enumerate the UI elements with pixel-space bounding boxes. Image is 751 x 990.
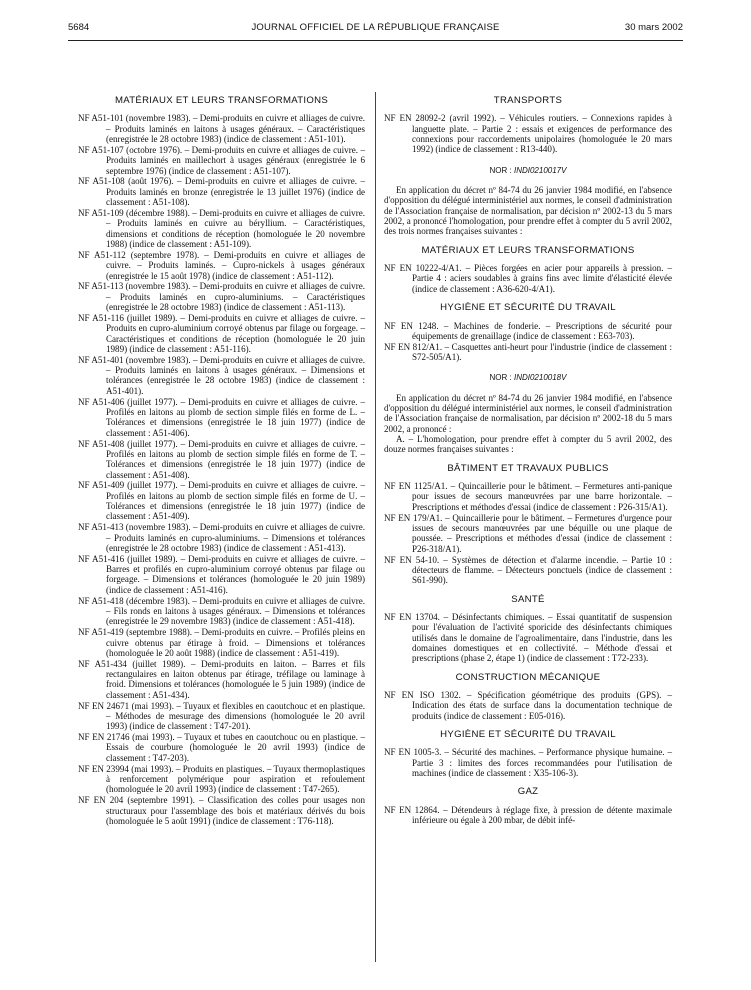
standard-entry: NF A51-401 (novembre 1983). – Demi-produits en cuivre et alliages de cuivre. – Produits laminés en laitons à usages généraux. – Dimensions et tolérances (enregistrée le 28 octobre 1983) (indice de classement : A51-401). [78, 354, 365, 396]
standard-entry: NF A51-419 (septembre 1988). – Demi-produits en cuivre. – Profilés pleins en cuivre obtenus par étirage à froid. – Dimensions et tolérances (homologuée le 20 août 1988) (indice de classement : A51-419). [78, 627, 365, 658]
standard-entry: NF EN 10222-4/A1. – Pièces forgées en acier pour appareils à pression. – Partie 4 : aciers soudables à grains fins avec limite d'élasticité élevée (indice de classement : A36-620-4/A1). [384, 263, 672, 294]
standard-entry: NF A51-109 (décembre 1988). – Demi-produits en cuivre et alliages de cuivre. – Produits laminés en cuivre au béryllium. – Caractéristiques, dimensions et conditions de réception (homologuée le 20 novembre 1988) (indice de classement : A51-109). [78, 207, 365, 249]
left-column [78, 96, 365, 827]
nor-code: INDI0210018V [513, 373, 567, 383]
nor-code: INDI0210017V [513, 165, 567, 175]
decision-paragraph: A. – L'homologation, pour prendre effet à compter du 5 avril 2002, des douze normes françaises suivantes : [384, 434, 672, 455]
standard-entry: NF EN 21746 (mai 1993). – Tuyaux et tubes en caoutchouc ou en plastique. – Essais de courbure (homologuée le 20 avril 1993) (indice de classement : T47-203). [78, 732, 365, 763]
standard-entry: NF A51-434 (juillet 1989). – Demi-produits en laiton. – Barres et fils rectangulaires en laiton obtenus par étirage, tréfilage ou laminage à froid. Dimensions et tolérances (homologuée le 5 juin 1989) (indice de classement : A51-434). [78, 658, 365, 700]
column-divider [375, 92, 376, 962]
section-title: BÂTIMENT ET TRAVAUX PUBLICS [447, 462, 609, 474]
standard-entry: NF EN 28092-2 (avril 1992). – Véhicules routiers. – Connexions rapides à languette plate. – Partie 2 : essais et exigences de performance des connexions pour raccordements unipolaires (homologuée le 20 mars 1992) (indice de classement : R13-440). [384, 113, 672, 155]
section-title: MATÉRIAUX ET LEURS TRANSFORMATIONS [114, 95, 329, 106]
running-header [68, 22, 683, 36]
standard-entry: NF A51-408 (juillet 1977). – Demi-produits en cuivre et alliages de cuivre. – Profilés en laitons au plomb de section simple filés en forme de T. – Tolérances et dimensions (enregistrée le 18 juin 1977) (indice de classement : A51-408). [78, 438, 365, 480]
standard-entry: NF EN 1248. – Machines de fonderie. – Prescriptions de sécurité pour équipements de grenaillage (indice de classement : E63-703). [384, 320, 672, 341]
standard-entry: NF EN 1005-3. – Sécurité des machines. – Performance physique humaine. – Partie 3 : limites des forces recommandées pour l'utilisation de machines (indice de classement : X35-106-3). [384, 747, 672, 779]
standard-entry: NF A51-113 (novembre 1983). – Demi-produits en cuivre et alliages de cuivre. – Produits laminés en cupro-aluminiums. – Caractéristiques (enregistrée le 28 octobre 1983) (indice de classement : A51-113). [78, 281, 365, 313]
standard-entry: NF EN 179/A1. – Quincaillerie pour le bâtiment. – Fermetures d'urgence pour issues de secours manœuvrées par une béquille ou une plaque de poussée. – Prescriptions et méthodes d'essai (indice de classement : P26-318/A1). [384, 512, 672, 554]
section-title: TRANSPORTS [493, 95, 563, 106]
decision-paragraph: En application du décret nº 84-74 du 26 janvier 1984 modifié, en l'absence d'opposition du délégué interministériel aux normes, le conseil d'administration de l'Association française de normalisation, par décision nº 2002-18 du 5 mars 2002, a prononcé : [384, 392, 672, 434]
decision-paragraph: En application du décret nº 84-74 du 26 janvier 1984 modifié, en l'absence d'opposition du délégué interministériel aux normes, le conseil d'administration de l'Association française de normalisation, par décision nº 2002-13 du 5 mars 2002, a prononcé l'homologation, pour prendre effet à compter du 5 avril 2002, des trois normes françaises suivantes : [384, 185, 672, 237]
nor-reference [384, 373, 672, 383]
standard-entry: NF A51-116 (juillet 1989). – Demi-produits en cuivre et alliages de cuivre. – Produits en cupro-aluminium corroyé obtenus par filage ou forgeage. – Caractéristiques et conditions de réception (homologuée le 20 juin 1989) (indice de classement : A51-116). [78, 312, 365, 354]
standard-entry: NF A51-413 (novembre 1983). – Demi-produits en cuivre et alliages de cuivre. – Produits laminés en cupro-aluminiums. – Dimensions et tolérances (enregistrée le 28 octobre 1983) (indice de classement : A51-413). [78, 522, 365, 553]
standard-entry: NF EN 13704. – Désinfectants chimiques. – Essai quantitatif de suspension pour l'évaluation de l'activité sporicide des désinfectants chimiques utilisés dans le domaine de l'agroalimentaire, dans l'industrie, dans les domaines domestiques et en collectivité. – Méthode d'essai et prescriptions (phase 2, étape 1) (indice de classement : T72-233). [384, 611, 672, 664]
standard-entry: NF A51-418 (décembre 1983). – Demi-produits en cuivre et alliages de cuivre. – Fils ronds en laitons à usages généraux. – Dimensions et tolérances (enregistrée le 29 novembre 1983) (indice de classement : A51-418). [78, 595, 365, 627]
standard-entry: NF EN ISO 1302. – Spécification géométrique des produits (GPS). – Indication des états de surface dans la documentation technique de produits (indice de classement : E05-016). [384, 689, 672, 721]
standard-entry: NF A51-409 (juillet 1977). – Demi-produits en cuivre et alliages de cuivre. – Profilés en laitons au plomb de section simple filés en forme de U. – Tolérances et dimensions (enregistrée le 18 juin 1977) (indice de classement : A51-409). [78, 480, 365, 522]
standard-entry: NF A51-406 (juillet 1977). – Demi-produits en cuivre et alliages de cuivre. – Profilés en laitons au plomb de section simple filés en forme de L. – Tolérances et dimensions (enregistrée le 18 juin 1977) (indice de classement : A51-406). [78, 396, 365, 438]
section-title: CONSTRUCTION MÉCANIQUE [455, 671, 601, 683]
standard-entry: NF EN 1125/A1. – Quincaillerie pour le bâtiment. – Fermetures anti-panique pour issues de secours manœuvrées par une barre horizontale. – Prescriptions et méthodes d'essai (indice de classement : P26-315/A1). [384, 481, 672, 512]
right-column [384, 96, 672, 826]
standard-entry: NF A51-112 (septembre 1978). – Demi-produits en cuivre et alliages de cuivre. – Produits laminés. – Cupro-nickels à usages généraux (enregistrée le 15 août 1978) (indice de classement : A51-112). [78, 249, 365, 281]
nor-reference [384, 166, 672, 176]
standard-entry: NF A51-108 (août 1976). – Demi-produits en cuivre et alliages de cuivre. – Produits laminés en bronze (enregistrée le 13 juillet 1976) (indice de classement : A51-108). [78, 176, 365, 208]
section-title: HYGIÈNE ET SÉCURITÉ DU TRAVAIL [440, 729, 616, 740]
standard-entry: NF EN 12864. – Détendeurs à réglage fixe, à pression de détente maximale inférieure ou égale à 200 mbar, de débit infé- [384, 804, 672, 826]
section-title: SANTÉ [511, 593, 545, 605]
standard-entry: NF A51-416 (juillet 1989). – Demi-produits en cuivre et alliages de cuivre. – Barres et profilés en cupro-aluminium corroyé obtenus par filage ou forgeage. – Dimensions et tolérances (homologuée le 20 juin 1989) (indice de classement : A51-416). [78, 553, 365, 595]
issue-date: 30 mars 2002 [624, 22, 683, 33]
nor-label: NOR : [489, 165, 514, 175]
section-title: MATÉRIAUX ET LEURS TRANSFORMATIONS [421, 244, 635, 256]
header-rule [68, 40, 683, 41]
standard-entry: NF EN 812/A1. – Casquettes anti-heurt pour l'industrie (indice de classement : S72-505/A1). [384, 341, 672, 363]
standard-entry: NF EN 24671 (mai 1993). – Tuyaux et flexibles en caoutchouc et en plastique. – Méthodes de mesurage des dimensions (homologuée le 20 avril 1993) (indice de classement : T47-201). [78, 700, 365, 732]
journal-title: JOURNAL OFFICIEL DE LA RÉPUBLIQUE FRANÇAISE [251, 22, 500, 33]
page-number: 5684 [68, 22, 90, 33]
standard-entry: NF EN 23994 (mai 1993). – Produits en plastiques. – Tuyaux thermoplastiques à renforcement polymérique pour aspiration et refoulement (homologuée le 20 avril 1993) (indice de classement : T47-265). [78, 763, 365, 795]
standard-entry: NF EN 54-10. – Systèmes de détection et d'alarme incendie. – Partie 10 : détecteurs de flamme. – Détecteurs ponctuels (indice de classement : S61-990). [384, 554, 672, 586]
standard-entry: NF A51-101 (novembre 1983). – Demi-produits en cuivre et alliages de cuivre. – Produits laminés en laitons à usages généraux. – Caractéristiques (enregistrée le 28 octobre 1983) (indice de classement : A51-101). [78, 113, 365, 145]
section-title: GAZ [517, 786, 539, 798]
standard-entry: NF EN 204 (septembre 1991). – Classification des colles pour usages non structuraux pour l'assemblage des bois et matériaux dérivés du bois (homologuée le 5 août 1991) (indice de classement : T76-118). [78, 795, 365, 826]
section-title: HYGIÈNE ET SÉCURITÉ DU TRAVAIL [440, 302, 616, 314]
nor-label: NOR : [489, 373, 514, 383]
standard-entry: NF A51-107 (octobre 1976). – Demi-produits en cuivre et alliages de cuivre. – Produits laminés en maillechort à usages généraux (enregistrée le 6 septembre 1976) (indice de classement : A51-107). [78, 144, 365, 176]
